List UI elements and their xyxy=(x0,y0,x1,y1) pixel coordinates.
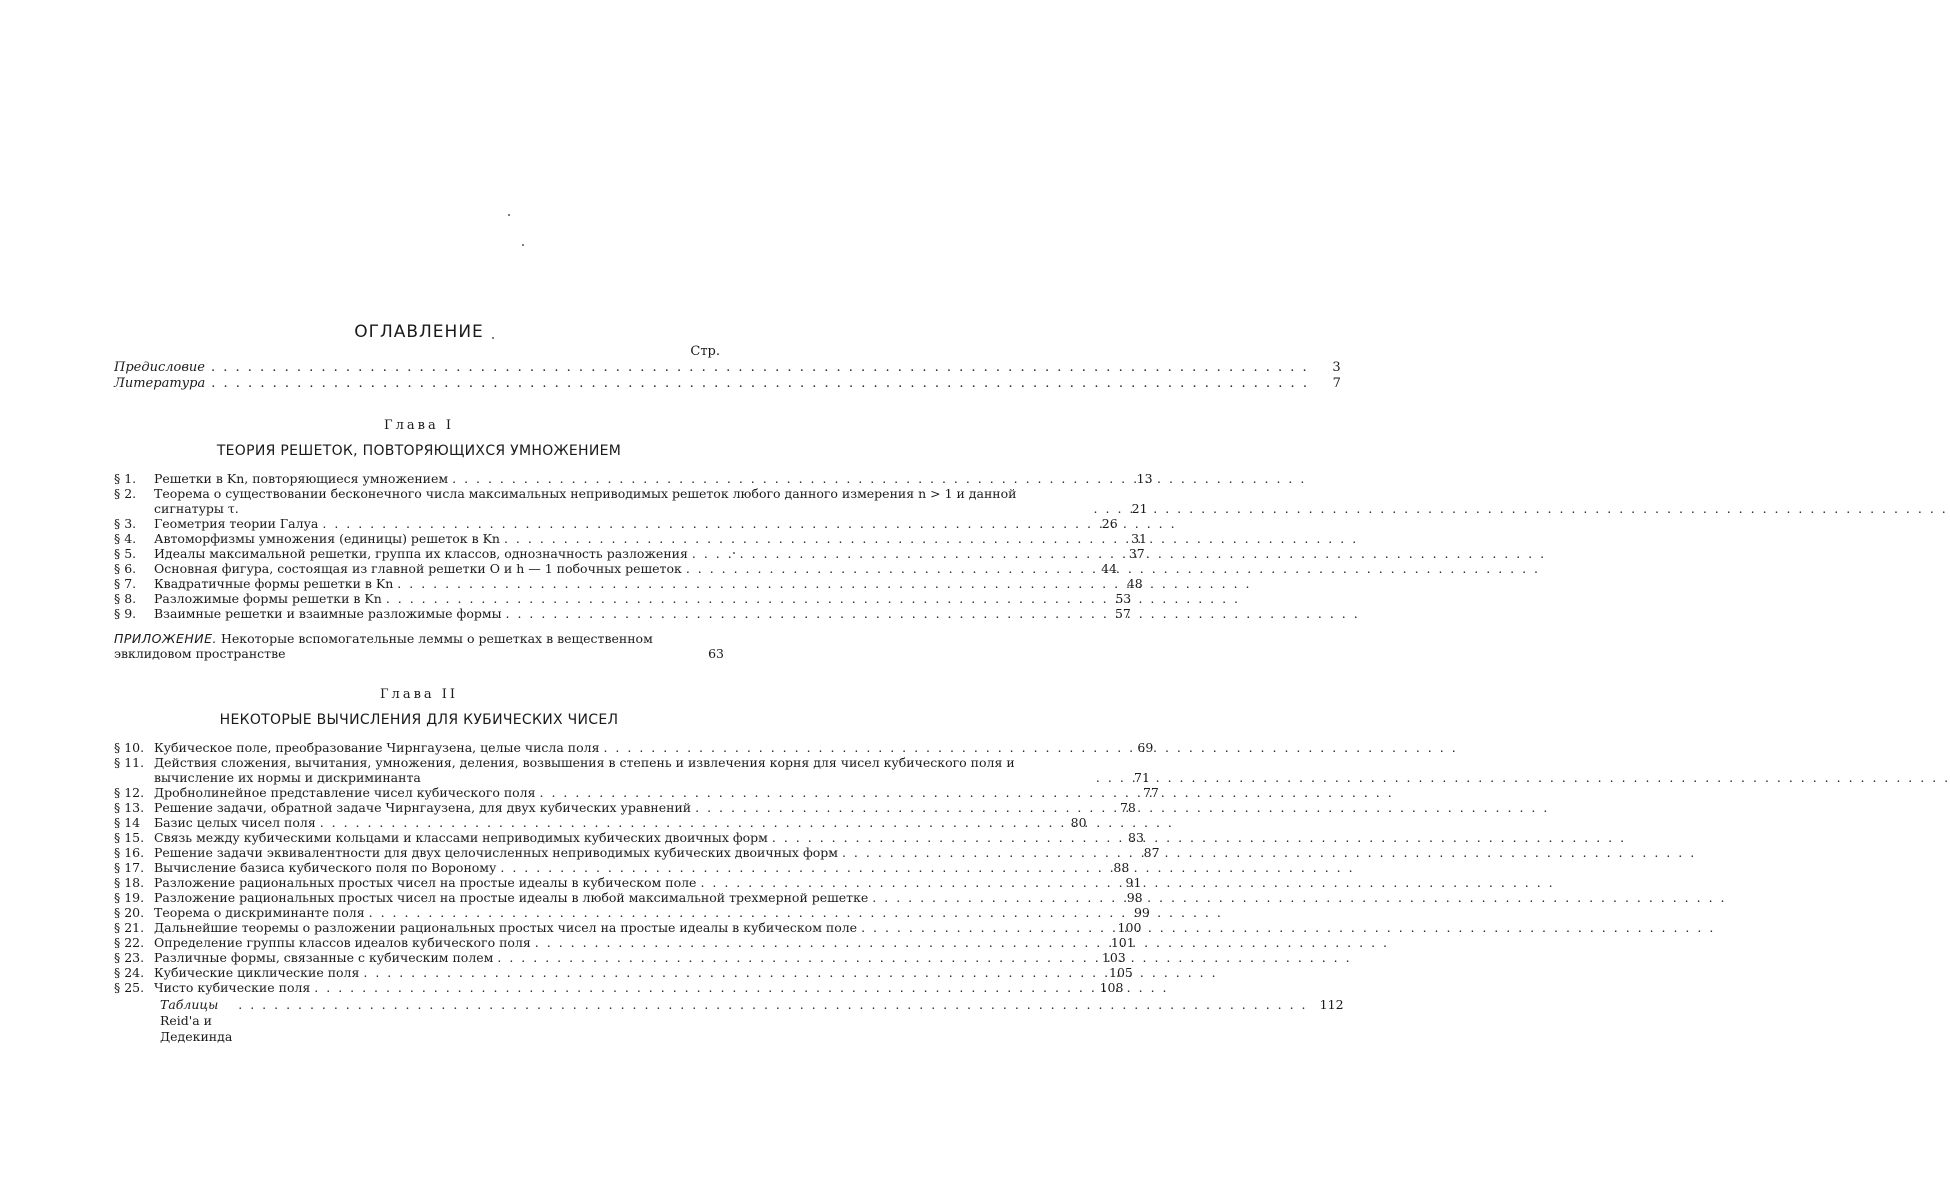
leader-dots xyxy=(211,360,1309,376)
section-number: § 19. xyxy=(114,890,145,905)
toc-entry-label: Литература xyxy=(114,376,206,391)
leader-dots xyxy=(772,830,1110,845)
chapter-section-list xyxy=(114,740,1160,995)
leader-dots xyxy=(842,845,1126,860)
section-number: § 9. xyxy=(114,606,137,621)
section-title: Действия сложения, вычитания, умножения, деления, возвышения в степень и извлечения корня для чисел кубического поля и вычисление их нормы и дискриминанта xyxy=(154,755,1015,785)
section-number: § 6. xyxy=(114,561,137,576)
toc-page-number: 98 xyxy=(1126,890,1143,905)
leader-dots xyxy=(238,997,1307,1013)
toc-page-number: 63 xyxy=(708,646,724,661)
section-title: Дальнейшие теоремы о разложении рациональных простых чисел на простые идеалы в кубическом поле xyxy=(154,920,858,935)
toc-entry[interactable] xyxy=(114,980,1124,995)
toc-entry[interactable] xyxy=(114,591,1132,606)
toc-entry[interactable] xyxy=(114,875,1142,890)
toc-entry-body xyxy=(154,591,1101,606)
toc-page-number: 69 xyxy=(1137,740,1154,755)
leader-dots xyxy=(603,740,1119,755)
section-title: Кубические циклические поля xyxy=(154,965,360,980)
toc-entry-body xyxy=(154,950,1096,965)
toc-entry[interactable] xyxy=(114,516,1118,531)
leader-dots xyxy=(369,905,1116,920)
toc-entry[interactable] xyxy=(114,800,1136,815)
leader-dots xyxy=(540,785,1125,800)
section-number: § 11. xyxy=(114,755,145,770)
section-title: Решетки в Kn, повторяющиеся умножением xyxy=(154,471,449,486)
toc-entry-body xyxy=(154,980,1093,995)
toc-page-number: 48 xyxy=(1126,576,1143,591)
toc-page-number: 101 xyxy=(1110,935,1135,950)
toc-entry-body xyxy=(154,576,1113,591)
section-number: § 22. xyxy=(114,935,145,950)
toc-entry-preface[interactable] xyxy=(114,360,1341,376)
leader-dots xyxy=(872,890,1108,905)
toc-page-number: 7 xyxy=(1332,376,1341,391)
toc-entry-body xyxy=(154,845,1130,860)
toc-page-number: 100 xyxy=(1117,920,1142,935)
toc-entry[interactable] xyxy=(114,471,1153,486)
section-title: Разложение рациональных простых чисел на простые идеалы в кубическом поле xyxy=(154,875,697,890)
toc-entry-body xyxy=(154,920,1111,935)
section-title: Вычисление базиса кубического поля по Вороному xyxy=(154,860,497,875)
leader-dots xyxy=(1094,501,1114,516)
section-title: Геометрия теории Галуа xyxy=(154,516,319,531)
toc-entry-body xyxy=(154,815,1057,830)
leader-dots xyxy=(500,860,1095,875)
toc-page-number: 71 xyxy=(1134,770,1150,785)
toc-entry[interactable] xyxy=(114,950,1126,965)
section-title: Основная фигура, состоящая из главной решетки O и h — 1 побочных решеток xyxy=(154,561,682,576)
toc-entry[interactable] xyxy=(114,845,1160,860)
print-speck xyxy=(508,214,510,216)
toc-entry-body xyxy=(154,785,1129,800)
section-number: § 5. xyxy=(114,546,137,561)
toc-entry[interactable] xyxy=(114,785,1159,800)
toc-entry-body xyxy=(154,830,1114,845)
toc-entry-body xyxy=(154,471,1123,486)
toc-page-number: 105 xyxy=(1109,965,1133,980)
section-number: § 25. xyxy=(114,980,145,995)
section-number: § 15. xyxy=(114,830,145,845)
leader-dots xyxy=(314,980,1089,995)
section-title: Автоморфизмы умножения (единицы) решеток в Kn xyxy=(154,531,500,546)
toc-entry-body xyxy=(154,561,1087,576)
toc-entry[interactable] xyxy=(114,830,1144,845)
section-title: Чисто кубические поля xyxy=(154,980,311,995)
print-speck xyxy=(522,244,524,246)
leader-dots xyxy=(497,950,1091,965)
toc-page-number: 80 xyxy=(1070,815,1087,830)
leader-dots xyxy=(695,800,1102,815)
toc-entry-body xyxy=(154,860,1099,875)
section-number: § 17. xyxy=(114,860,145,875)
section-title: Квадратичные формы решетки в Kn xyxy=(154,576,394,591)
section-number: § 10. xyxy=(114,740,145,755)
leader-dots xyxy=(363,965,1098,980)
section-number: § 3. xyxy=(114,516,137,531)
toc-entry[interactable] xyxy=(114,561,1118,576)
leader-dots xyxy=(452,471,1118,486)
toc-entry-body xyxy=(154,755,1120,785)
toc-entry[interactable] xyxy=(114,905,1150,920)
section-number: § 13. xyxy=(114,800,145,815)
toc-entry-body xyxy=(154,606,1101,621)
toc-page-number: 21 xyxy=(1131,501,1148,516)
toc-entry[interactable] xyxy=(114,531,1148,546)
toc-page-number: 26 xyxy=(1101,516,1118,531)
toc-entry-body xyxy=(154,875,1111,890)
section-title: Различные формы, связанные с кубическим полем xyxy=(154,950,494,965)
toc-page-number: 13 xyxy=(1136,471,1153,486)
toc-page-number: 3 xyxy=(1332,360,1341,375)
toc-entry-body xyxy=(154,905,1120,920)
toc-entry[interactable] xyxy=(114,546,1145,561)
section-title: Взаимные решетки и взаимные разложимые формы xyxy=(154,606,502,621)
section-title: Базис целых чисел поля xyxy=(154,815,316,830)
toc-entry-tables[interactable] xyxy=(114,997,1344,1045)
section-title: Идеалы максимальной решетки, группа их классов, однозначность разложения xyxy=(154,546,688,561)
page-column-label: Стр. xyxy=(690,344,720,359)
toc-entry[interactable] xyxy=(114,755,1150,785)
toc-page-number: 37 xyxy=(1128,546,1145,561)
appendix-text: Некоторые вспомогательные леммы о решетках в вещественном эвклидовом пространстве xyxy=(114,631,653,661)
leader-dots xyxy=(504,531,1113,546)
toc-entry-text xyxy=(114,997,232,1045)
chapter-heading: Глава II xyxy=(379,687,459,702)
leader-dots xyxy=(322,516,1083,531)
toc-page-number: 103 xyxy=(1101,950,1126,965)
toc-entry[interactable] xyxy=(114,606,1131,621)
section-number: § 1. xyxy=(114,471,137,486)
toc-entry-label: Предисловие xyxy=(114,360,205,375)
section-number: § 23. xyxy=(114,950,145,965)
toc-entry-body xyxy=(154,740,1123,755)
toc-page-number: 57 xyxy=(1114,606,1131,621)
toc-page-number: 78 xyxy=(1119,800,1136,815)
section-title: Связь между кубическими кольцами и классами неприводимых кубических двоичных форм xyxy=(154,830,768,845)
toc-entry-literature[interactable] xyxy=(114,376,1341,392)
section-number: § 21. xyxy=(114,920,145,935)
section-title: Разложимые формы решетки в Kn xyxy=(154,591,382,606)
section-title: Решение задачи эквивалентности для двух целочисленных неприводимых кубических двоичных форм xyxy=(154,845,838,860)
page-title: ОГЛАВЛЕНИЕ xyxy=(354,322,484,342)
section-title: Кубическое поле, преобразование Чирнгаузена, целые числа поля xyxy=(154,740,600,755)
section-number: § 18. xyxy=(114,875,145,890)
toc-page-number: 112 xyxy=(1319,997,1344,1012)
leader-dots xyxy=(1096,770,1116,785)
toc-entry-body xyxy=(154,486,1118,516)
chapter-heading: Глава I xyxy=(384,418,454,433)
toc-entry[interactable] xyxy=(114,815,1087,830)
toc-page-number: 44 xyxy=(1101,561,1118,576)
section-title: Решение задачи, обратной задаче Чирнгаузена, для двух кубических уравнений xyxy=(154,800,692,815)
section-number: § 16. xyxy=(114,845,145,860)
section-number: § 20. xyxy=(114,905,145,920)
section-number: § 7. xyxy=(114,576,137,591)
toc-entry[interactable] xyxy=(114,740,1154,755)
toc-entry[interactable] xyxy=(114,890,1143,905)
toc-entry-body xyxy=(154,965,1103,980)
leader-dots xyxy=(397,576,1108,591)
section-number: § 24. xyxy=(114,965,145,980)
toc-entry-text xyxy=(114,631,694,661)
leader-dots xyxy=(386,591,1097,606)
toc-page-number: 77 xyxy=(1142,785,1159,800)
toc-entry[interactable] xyxy=(114,920,1142,935)
toc-entry[interactable] xyxy=(114,935,1135,950)
toc-page-number: 83 xyxy=(1128,830,1144,845)
toc-page-number: 91 xyxy=(1125,875,1142,890)
leader-dots xyxy=(506,606,1097,621)
section-title: Разложение рациональных простых чисел на простые идеалы в любой максимальной трехмерной решетке xyxy=(154,890,869,905)
table-of-contents xyxy=(114,322,1344,1045)
section-number: § 12. xyxy=(114,785,145,800)
toc-entry-body xyxy=(154,531,1117,546)
toc-entry-appendix[interactable] xyxy=(114,631,724,661)
leader-dots xyxy=(211,376,1309,392)
section-number: § 4. xyxy=(114,531,137,546)
leader-dots xyxy=(692,546,1111,561)
appendix-heading: ПРИЛОЖЕНИЕ. xyxy=(114,631,218,646)
toc-page-number: 53 xyxy=(1115,591,1132,606)
toc-entry[interactable] xyxy=(114,965,1133,980)
tables-label-rest: Reid'a и Дедекинда xyxy=(160,1013,233,1044)
leader-dots xyxy=(861,920,1107,935)
section-title: Теорема о дискриминанте поля xyxy=(154,905,365,920)
toc-page-number: 108 xyxy=(1099,980,1124,995)
tables-italic-label: Таблицы xyxy=(160,997,219,1012)
toc-page-number: 88 xyxy=(1113,860,1130,875)
toc-entry[interactable] xyxy=(114,576,1143,591)
toc-page-number: 31 xyxy=(1131,531,1148,546)
chapter-title: ТЕОРИЯ РЕШЕТОК, ПОВТОРЯЮЩИХСЯ УМНОЖЕНИЕМ xyxy=(216,443,622,459)
chapter-title: НЕКОТОРЫЕ ВЫЧИСЛЕНИЯ ДЛЯ КУБИЧЕСКИХ ЧИСЕЛ xyxy=(219,712,619,728)
section-number: § 2. xyxy=(114,486,137,501)
toc-entry[interactable] xyxy=(114,860,1130,875)
toc-entry-body xyxy=(154,890,1113,905)
section-number: § 14 xyxy=(114,815,141,830)
section-number: § 8. xyxy=(114,591,137,606)
toc-entry-body xyxy=(154,516,1088,531)
section-title: Теорема о существовании бесконечного числа максимальных неприводимых решеток любого данного измерения n > 1 и данной сигнатуры τ. xyxy=(154,486,1017,516)
toc-entry-body xyxy=(154,800,1106,815)
toc-entry-body xyxy=(154,546,1115,561)
toc-page-number: 87 xyxy=(1143,845,1160,860)
leader-dots xyxy=(700,875,1107,890)
toc-page-number: 99 xyxy=(1133,905,1150,920)
toc-entry[interactable] xyxy=(114,486,1148,516)
section-title: Дробнолинейное представление чисел кубического поля xyxy=(154,785,536,800)
section-title: Определение группы классов идеалов кубического поля xyxy=(154,935,531,950)
toc-entry-body xyxy=(154,935,1105,950)
chapter-section-list xyxy=(114,471,1153,621)
leader-dots xyxy=(320,815,1053,830)
leader-dots xyxy=(686,561,1083,576)
leader-dots xyxy=(535,935,1101,950)
